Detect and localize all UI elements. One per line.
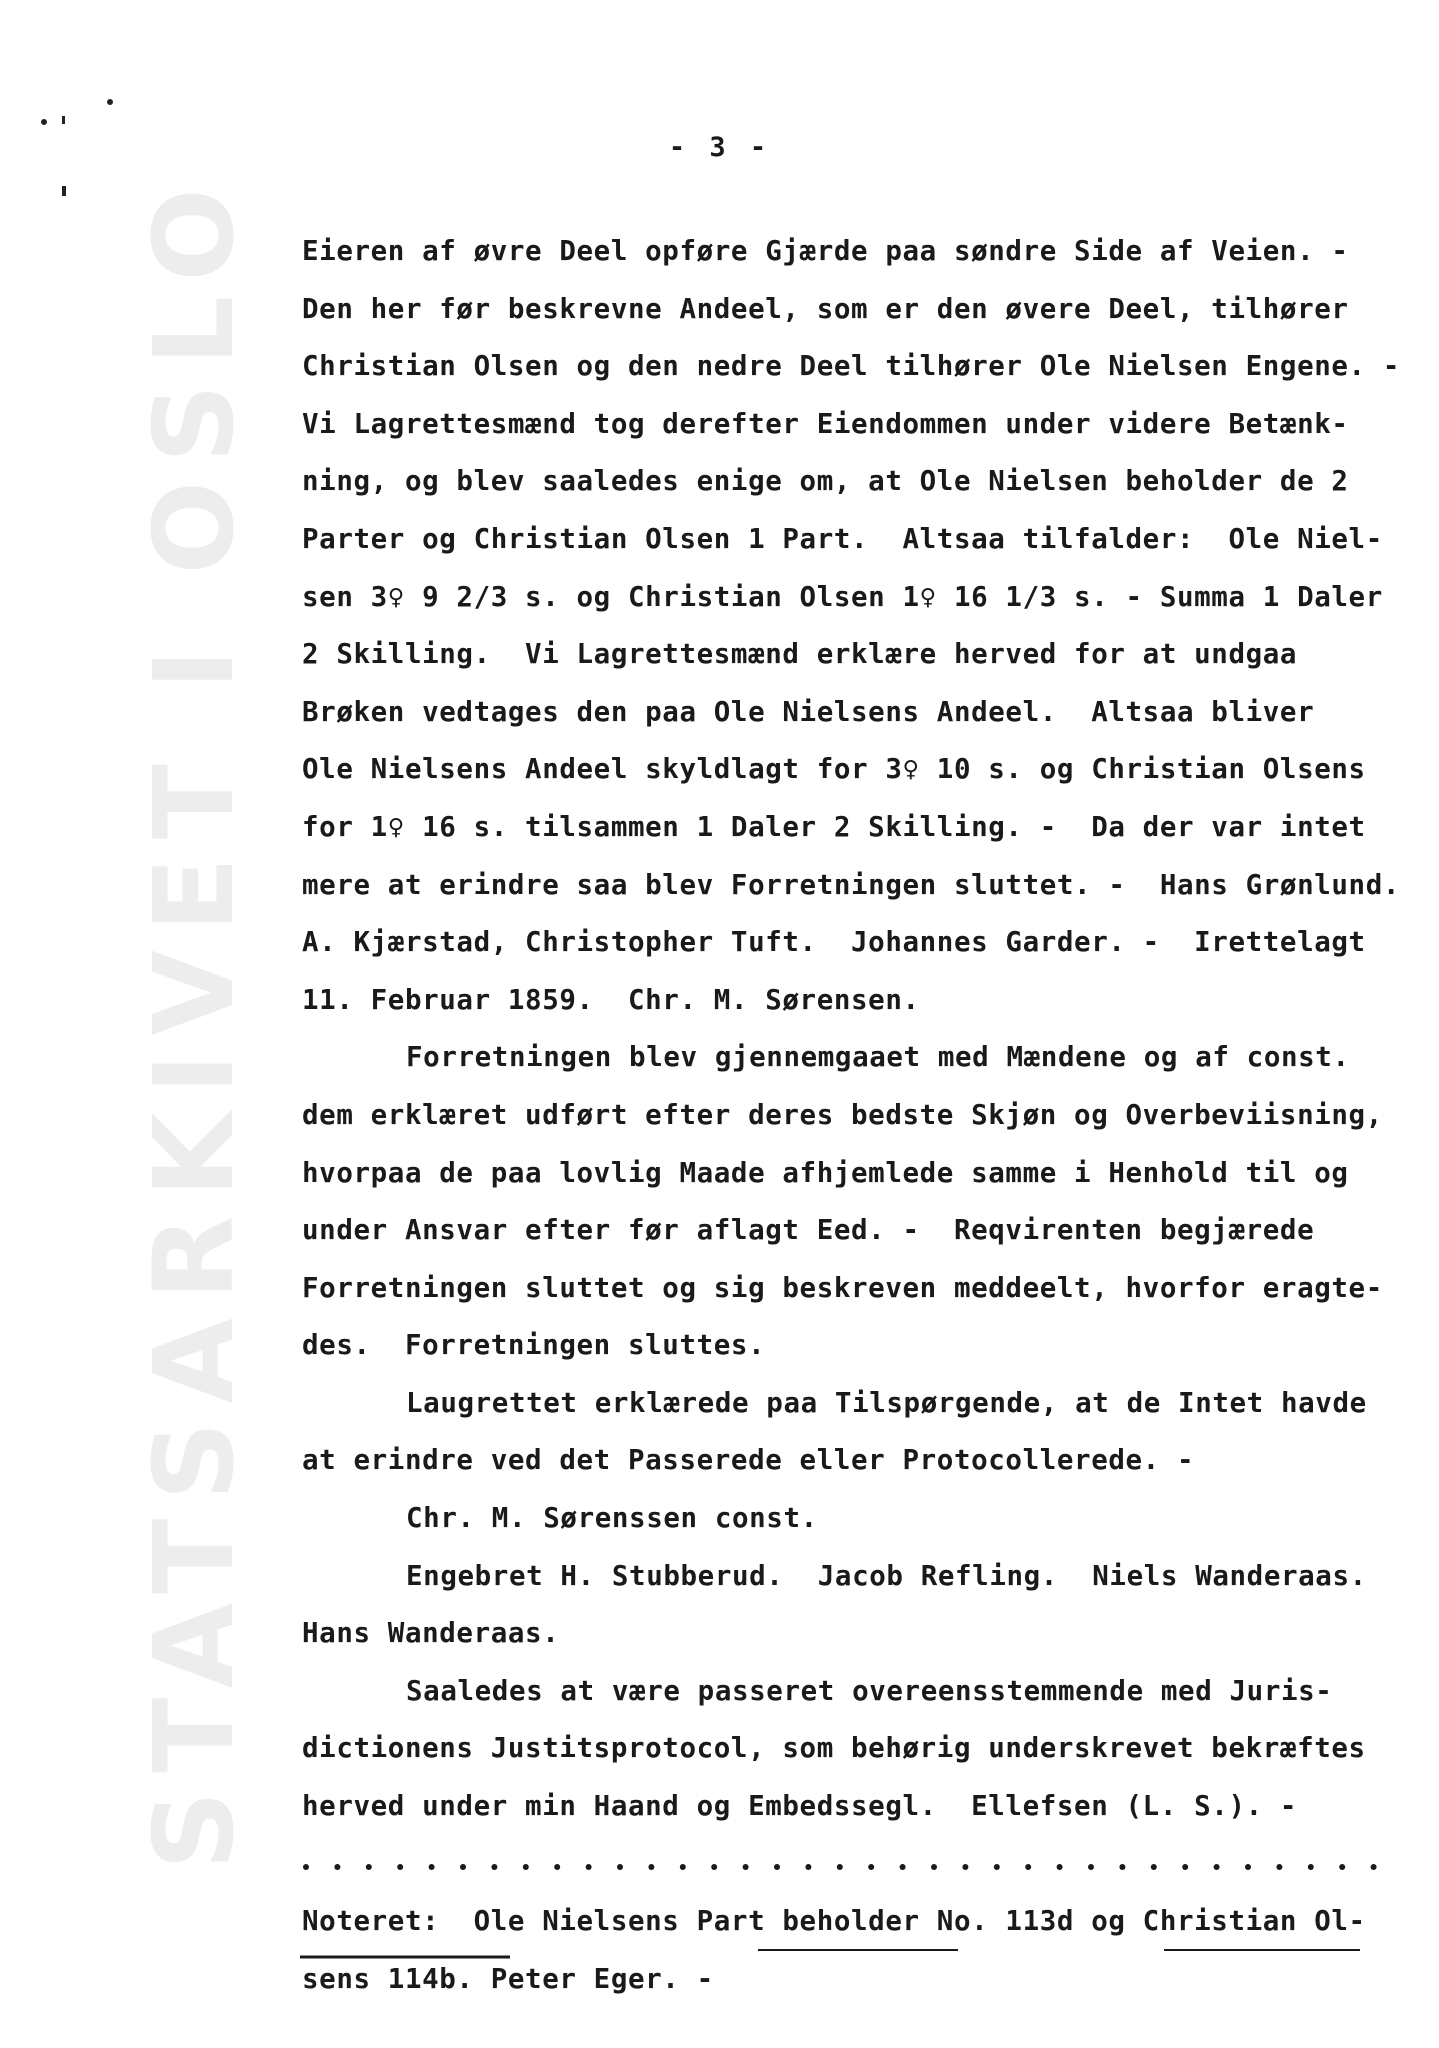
paragraph-line: Forretningen blev gjennemgaaet med Mændene og af const. bbox=[406, 1041, 1350, 1074]
signature-line: Engebret H. Stubberud. Jacob Refling. Niels Wanderaas. bbox=[406, 1559, 1367, 1592]
paragraph-line: Saaledes at være passeret overeensstemmende med Juris- bbox=[406, 1674, 1333, 1707]
body-line: Brøken vedtages den paa Ole Nielsens Andeel. Altsaa bliver bbox=[302, 695, 1315, 728]
body-line: Eieren af øvre Deel opføre Gjærde paa søndre Side af Veien. - bbox=[302, 235, 1349, 267]
paragraph-line: at erindre ved det Passerede eller Protocollerede. - bbox=[302, 1444, 1195, 1477]
body-line: Ole Nielsens Andeel skyldlagt for 3♀ 10 s. og Christian Olsens bbox=[302, 753, 1366, 786]
note-line: Noteret: Ole Nielsens Part beholder No. 113d og Christian Ol- bbox=[302, 1905, 1366, 1938]
body-line: Den her før beskrevne Andeel, som er den øvere Deel, tilhører bbox=[302, 292, 1349, 325]
body-line: sen 3♀ 9 2/3 s. og Christian Olsen 1♀ 16 1/3 s. - Summa 1 Daler bbox=[302, 580, 1383, 613]
paragraph-line: hvorpaa de paa lovlig Maade afhjemlede samme i Henhold til og bbox=[302, 1156, 1349, 1189]
body-line: Parter og Christian Olsen 1 Part. Altsaa tilfalder: Ole Niel- bbox=[302, 522, 1383, 555]
paragraph-line: herved under min Haand og Embedssegl. Ellefsen (L. S.). - bbox=[302, 1790, 1298, 1823]
body-line: Vi Lagrettesmænd tog derefter Eiendommen under videre Betænk- bbox=[302, 407, 1349, 440]
body-line: for 1♀ 16 s. tilsammen 1 Daler 2 Skilling. - Da der var intet bbox=[302, 810, 1366, 843]
body-line: Christian Olsen og den nedre Deel tilhører Ole Nielsen Engene. - bbox=[302, 350, 1401, 383]
body-line: mere at erindre saa blev Forretningen sluttet. - Hans Grønlund. bbox=[302, 868, 1401, 901]
paragraph-line: Forretningen sluttet og sig beskreven meddeelt, hvorfor eragte- bbox=[302, 1271, 1383, 1304]
body-line: 2 Skilling. Vi Lagrettesmænd erklære herved for at undgaa bbox=[302, 638, 1298, 671]
body-line: ning, og blev saaledes enige om, at Ole Nielsen beholder de 2 bbox=[302, 465, 1349, 498]
archive-watermark: STATSARKIVET I OSLO bbox=[130, 170, 258, 1870]
body-line: A. Kjærstad, Christopher Tuft. Johannes Garder. - Irettelagt bbox=[302, 926, 1366, 959]
page-number: - 3 - bbox=[668, 132, 771, 163]
paragraph-line: dictionens Justitsprotocol, som behørig underskrevet bekræftes bbox=[302, 1732, 1366, 1765]
paragraph-line: under Ansvar efter før aflagt Eed. - Reqvirenten begjærede bbox=[302, 1214, 1315, 1247]
signature-line: Hans Wanderaas. bbox=[302, 1617, 560, 1650]
signature-line: Chr. M. Sørenssen const. bbox=[406, 1502, 818, 1535]
body-line: 11. Februar 1859. Chr. M. Sørensen. bbox=[302, 983, 920, 1016]
paragraph-line: dem erklæret udført efter deres bedste Skjøn og Overbeviisning, bbox=[302, 1098, 1383, 1131]
paragraph-line: des. Forretningen sluttes. bbox=[302, 1329, 766, 1362]
paragraph-line: Laugrettet erklærede paa Tilspørgende, at de Intet havde bbox=[406, 1386, 1367, 1419]
note-line: sens 114b. Peter Eger. - bbox=[302, 1962, 714, 1995]
